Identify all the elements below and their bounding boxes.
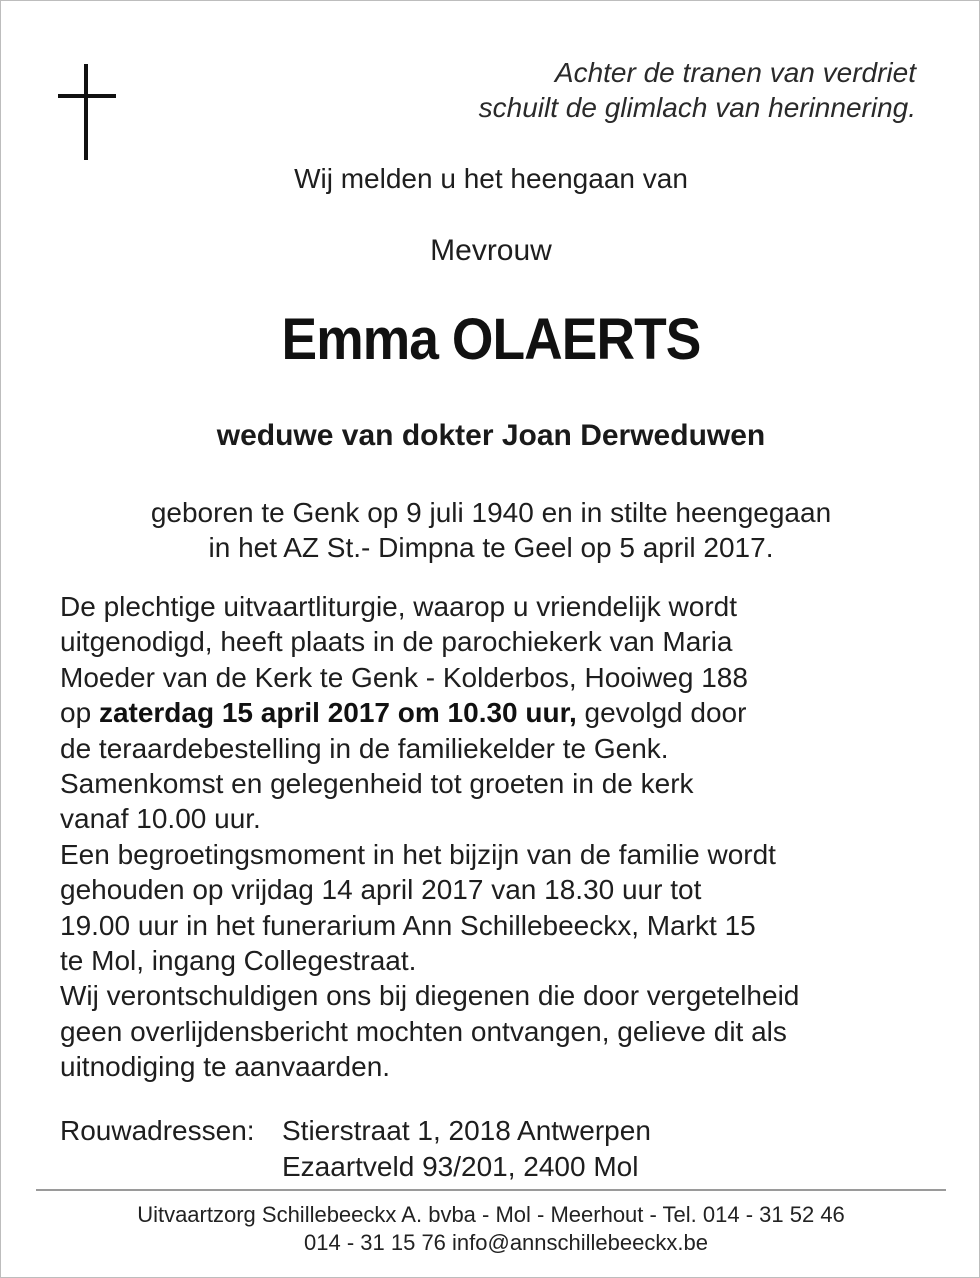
funeral-line: geen overlijdensbericht mochten ontvangen, gelieve dit als — [60, 1015, 787, 1047]
motto-line-1: Achter de tranen van verdriet — [554, 57, 916, 88]
footer-divider — [36, 1189, 946, 1191]
honorific: Mevrouw — [430, 234, 552, 267]
funeral-line: Moeder van de Kerk te Genk - Kolderbos, Hooiweg 188 — [60, 661, 748, 693]
address-1: Stierstraat 1, 2018 Antwerpen — [282, 1115, 651, 1146]
deceased-name: Emma OLAERTS — [281, 307, 701, 372]
address-2: Ezaartveld 93/201, 2400 Mol — [282, 1151, 639, 1182]
motto-line-2: schuilt de glimlach van herinnering. — [478, 92, 916, 123]
funeral-line: uitgenodigd, heeft plaats in de parochiekerk van Maria — [60, 626, 733, 658]
intro-text: Wij melden u het heengaan van — [294, 163, 688, 194]
undertaker-footer — [1, 1201, 980, 1257]
footer-line-1: Uitvaartzorg Schillebeeckx A. bvba - Mol - Meerhout - Tel. 014 - 31 52 46 — [137, 1202, 845, 1227]
birth-line-2: in het AZ St.- Dimpna te Geel op 5 april 2017. — [208, 532, 774, 563]
birth-line-1: geboren te Genk op 9 juli 1940 en in stilte heengegaan — [150, 497, 832, 528]
funeral-line: vanaf 10.00 uur. — [60, 803, 261, 835]
funeral-date-suffix: gevolgd door — [576, 697, 747, 729]
mourning-addresses — [60, 1113, 651, 1185]
cross-icon — [58, 64, 116, 160]
funeral-line: 19.00 uur in het funerarium Ann Schillebeeckx, Markt 15 — [60, 909, 756, 941]
funeral-line: Samenkomst en gelegenheid tot groeten in de kerk — [60, 768, 694, 800]
funeral-line: gehouden op vrijdag 14 april 2017 van 18.30 uur tot — [60, 874, 702, 906]
funeral-date-prefix: op — [60, 697, 99, 729]
birth-death-details — [1, 495, 980, 565]
funeral-line: Een begroetingsmoment in het bijzijn van de familie wordt — [60, 838, 776, 870]
funeral-line: De plechtige uitvaartliturgie, waarop u vriendelijk wordt — [60, 591, 738, 622]
addresses-label: Rouwadressen: — [60, 1115, 255, 1146]
funeral-line: uitnodiging te aanvaarden. — [60, 1051, 391, 1083]
funeral-line: te Mol, ingang Collegestraat. — [60, 945, 417, 977]
funeral-line: de teraardebestelling in de familiekelder te Genk. — [60, 732, 669, 764]
motto-quote — [479, 55, 916, 125]
funeral-date-line — [60, 695, 940, 730]
funeral-date-bold: zaterdag 15 april 2017 om 10.30 uur, — [98, 697, 577, 729]
footer-line-2: 014 - 31 15 76 info@annschillebeeckx.be — [304, 1230, 708, 1255]
funeral-details — [60, 589, 940, 1085]
funeral-line: Wij verontschuldigen ons bij diegenen die door vergetelheid — [60, 980, 800, 1012]
widow-of-line: weduwe van dokter Joan Derweduwen — [216, 419, 766, 452]
